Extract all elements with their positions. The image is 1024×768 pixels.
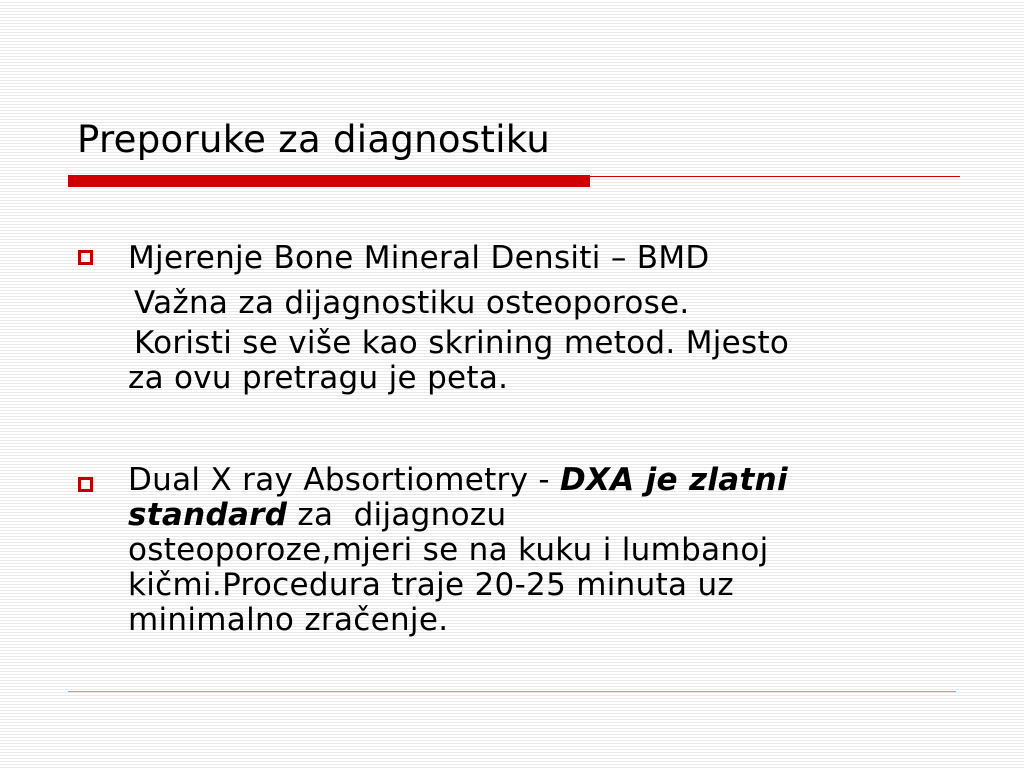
slide-title: Preporuke za diagnostiku [77, 118, 551, 161]
emphasis-text: DXA je zlatni [560, 462, 788, 498]
bullet-line: kičmi.Procedura traje 20-25 minuta uz [128, 567, 734, 603]
bullet-line [128, 463, 968, 498]
square-bullet-icon [78, 477, 93, 492]
bullet-text-segment: Dual X ray Absortiometry - [128, 462, 561, 498]
bullet-line: Važna za dijagnostiku osteoporose. [134, 285, 690, 321]
bullet-line: Koristi se više kao skrining metod. Mjesto [134, 325, 790, 361]
bullet-item-dxa [78, 463, 968, 638]
bullet-line [128, 498, 968, 533]
bullet-text-bmd [128, 236, 968, 396]
bullet-text-segment: za dijagnozu [287, 497, 507, 533]
bullet-line: minimalno zračenje. [128, 602, 449, 638]
title-underline-thick [68, 175, 590, 187]
bullet-heading: Mjerenje Bone Mineral Densiti – BMD [128, 240, 710, 276]
footer-rule [68, 691, 956, 692]
bullet-line: za ovu pretragu je peta. [128, 360, 509, 396]
bullet-item-bmd [78, 236, 968, 396]
bullet-text-dxa [128, 463, 968, 638]
title-underline-thin [590, 176, 960, 177]
emphasis-text: standard [128, 497, 288, 533]
square-bullet-icon [78, 250, 93, 265]
bullet-line: osteoporoze,mjeri se na kuku i lumbanoj [128, 532, 769, 568]
